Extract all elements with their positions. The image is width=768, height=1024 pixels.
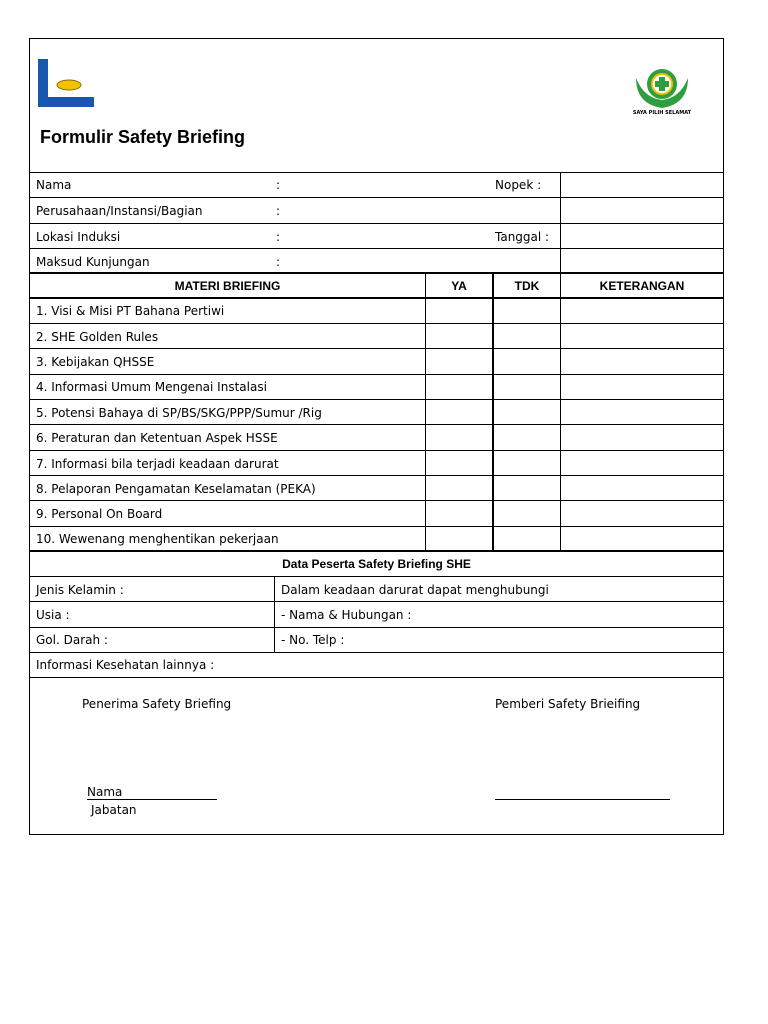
company-logo [38,59,96,107]
divider [30,348,723,349]
divider [30,576,723,577]
penerima-signature-line [87,799,217,800]
darurat-label: Dalam keadaan darurat dapat menghubungi [281,583,549,597]
divider [30,627,723,628]
materi-header: MATERI BRIEFING [174,279,281,293]
jenis-kelamin-label: Jenis Kelamin : [36,583,124,597]
divider [30,677,723,678]
divider [30,601,723,602]
divider [274,576,275,652]
divider [30,652,723,653]
divider [30,297,723,299]
gol-darah-label: Gol. Darah : [36,633,108,647]
nama-label: Nama [36,178,72,192]
divider [425,273,426,551]
safety-briefing-form [29,38,724,835]
list-item: 4. Informasi Umum Mengenai Instalasi [36,380,267,394]
list-item: 7. Informasi bila terjadi keadaan darurat [36,457,279,471]
nama-signature-label: Nama [87,785,123,799]
divider [30,272,723,274]
list-item: 1. Visi & Misi PT Bahana Pertiwi [36,304,225,318]
pemberi-label: Pemberi Safety Brieifing [495,697,641,711]
divider [560,273,561,551]
jabatan-label: Jabatan [91,803,137,817]
peserta-title: Data Peserta Safety Briefing SHE [282,557,471,571]
usia-label: Usia : [36,608,70,622]
list-item: 6. Peraturan dan Ketentuan Aspek HSSE [36,431,278,445]
divider [30,248,723,249]
nopek-label: Nopek : [495,178,542,192]
pemberi-signature-line [495,799,670,800]
divider [30,500,723,501]
perusahaan-colon: : [276,204,281,218]
divider [30,550,723,552]
tanggal-field[interactable] [561,224,723,248]
divider [30,374,723,375]
nama-hubungan-label: - Nama & Hubungan : [281,608,412,622]
info-kesehatan-label: Informasi Kesehatan lainnya : [36,658,215,672]
nopek-field[interactable] [561,173,723,197]
ya-header: YA [451,279,467,293]
list-item: 2. SHE Golden Rules [36,330,159,344]
perusahaan-field[interactable] [290,198,558,222]
divider [30,399,723,400]
penerima-label: Penerima Safety Briefing [82,697,232,711]
lokasi-label: Lokasi Induksi [36,230,121,244]
divider [30,424,723,425]
list-item: 5. Potensi Bahaya di SP/BS/SKG/PPP/Sumur /Rig [36,406,322,420]
divider [30,450,723,451]
list-item: 10. Wewenang menghentikan pekerjaan [36,532,279,546]
divider [30,526,723,527]
maksud-label: Maksud Kunjungan [36,255,150,269]
nama-colon: : [276,178,281,192]
no-telp-label: - No. Telp : [281,633,345,647]
lokasi-colon: : [276,230,281,244]
divider [30,475,723,476]
page-title: Formulir Safety Briefing [40,127,246,147]
tanggal-label: Tanggal : [495,230,550,244]
divider [492,273,494,551]
list-item: 8. Pelaporan Pengamatan Keselamatan (PEKA) [36,482,316,496]
list-item: 9. Personal On Board [36,507,163,521]
perusahaan-label: Perusahaan/Instansi/Bagian [36,204,203,218]
list-item: 3. Kebijakan QHSSE [36,355,155,369]
maksud-colon: : [276,255,281,269]
safety-badge-text: SAYA PILIH SELAMAT [632,110,692,116]
divider [30,323,723,324]
tdk-header: TDK [514,279,540,293]
safety-badge-logo [630,64,694,122]
keterangan-header: KETERANGAN [599,279,685,293]
